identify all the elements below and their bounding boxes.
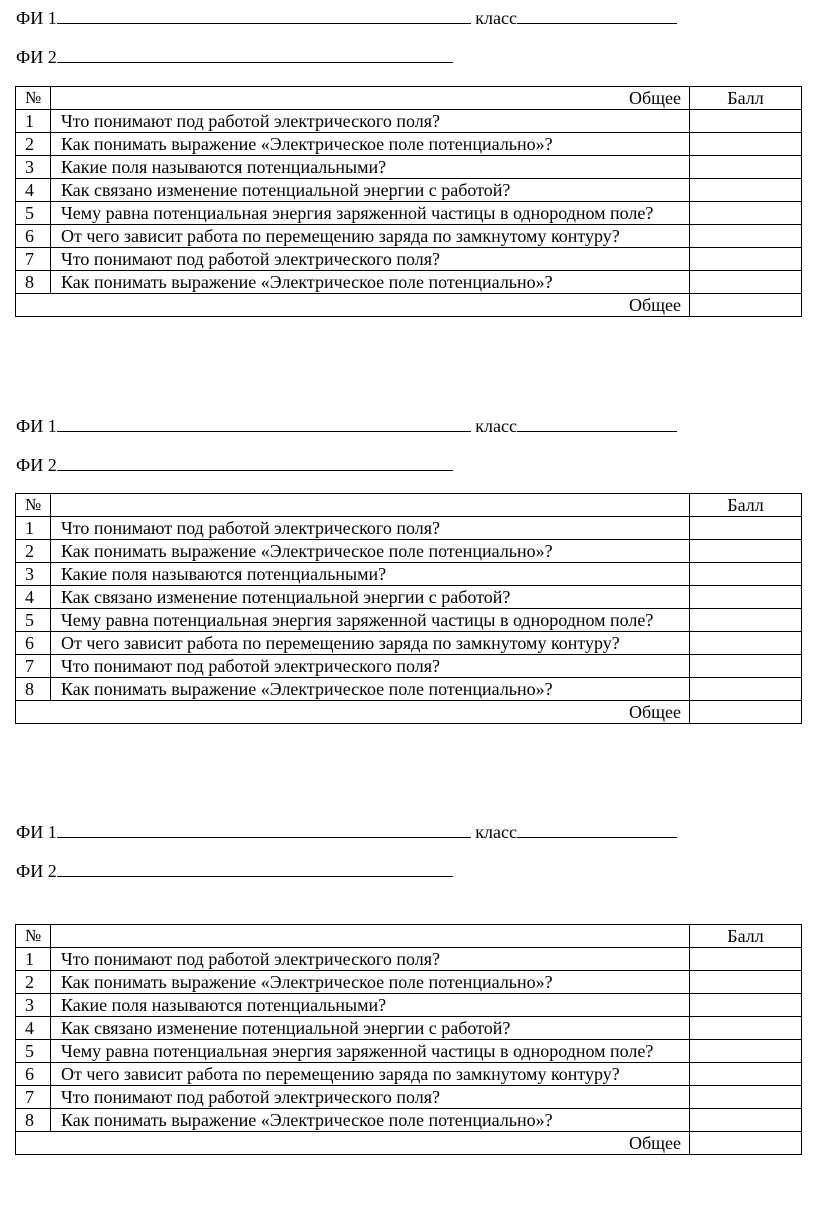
fi2-label: ФИ 2 — [16, 47, 57, 67]
questions-table — [15, 493, 802, 724]
row-number: 5 — [16, 609, 51, 632]
num-header: № — [16, 494, 51, 517]
fi2-label: ФИ 2 — [16, 861, 57, 881]
row-number: 7 — [16, 248, 51, 271]
total-score-cell[interactable] — [690, 701, 802, 724]
table-row — [16, 1040, 802, 1063]
fi2-name-field[interactable] — [57, 453, 453, 471]
score-cell[interactable] — [690, 678, 802, 701]
question-text: Как связано изменение потенциальной энергии с работой? — [51, 586, 690, 609]
score-cell[interactable] — [690, 586, 802, 609]
class-label: класс — [475, 8, 517, 28]
table-footer-row — [16, 1132, 802, 1155]
table-row — [16, 948, 802, 971]
row-number: 1 — [16, 110, 51, 133]
row-number: 8 — [16, 1109, 51, 1132]
row-number: 5 — [16, 202, 51, 225]
questions-table — [15, 86, 802, 317]
row-number: 2 — [16, 971, 51, 994]
table-row — [16, 517, 802, 540]
question-text: Что понимают под работой электрического поля? — [51, 517, 690, 540]
table-row — [16, 1086, 802, 1109]
question-text: Как понимать выражение «Электрическое поле потенциально»? — [51, 540, 690, 563]
total-score-cell[interactable] — [690, 1132, 802, 1155]
question-text: Что понимают под работой электрического поля? — [51, 948, 690, 971]
table-row — [16, 540, 802, 563]
row-number: 2 — [16, 540, 51, 563]
table-row — [16, 110, 802, 133]
score-header: Балл — [690, 925, 802, 948]
total-label: Общее — [16, 1132, 690, 1155]
table-footer-row — [16, 294, 802, 317]
table-row — [16, 1063, 802, 1086]
row-number: 6 — [16, 1063, 51, 1086]
question-text: Чему равна потенциальная энергия заряженной частицы в однородном поле? — [51, 609, 690, 632]
class-field[interactable] — [517, 6, 677, 24]
table-row — [16, 678, 802, 701]
table-row — [16, 609, 802, 632]
table-header-row — [16, 87, 802, 110]
class-label: класс — [475, 822, 517, 842]
fi1-name-field[interactable] — [57, 820, 471, 838]
score-cell[interactable] — [690, 133, 802, 156]
fi2-name-field[interactable] — [57, 45, 453, 63]
questions-table — [15, 924, 802, 1155]
score-header: Балл — [690, 87, 802, 110]
score-cell[interactable] — [690, 1109, 802, 1132]
question-text: От чего зависит работа по перемещению заряда по замкнутому контуру? — [51, 1063, 690, 1086]
table-row — [16, 1017, 802, 1040]
fi1-line — [16, 6, 677, 28]
middle-header — [51, 925, 690, 948]
question-text: Как связано изменение потенциальной энергии с работой? — [51, 179, 690, 202]
class-field[interactable] — [517, 414, 677, 432]
fi2-line — [16, 45, 453, 67]
table-row — [16, 225, 802, 248]
question-text: Какие поля называются потенциальными? — [51, 994, 690, 1017]
total-label: Общее — [16, 294, 690, 317]
fi1-label: ФИ 1 — [16, 8, 57, 28]
score-cell[interactable] — [690, 971, 802, 994]
score-cell[interactable] — [690, 202, 802, 225]
row-number: 4 — [16, 179, 51, 202]
row-number: 4 — [16, 1017, 51, 1040]
question-text: Чему равна потенциальная энергия заряженной частицы в однородном поле? — [51, 202, 690, 225]
row-number: 5 — [16, 1040, 51, 1063]
row-number: 8 — [16, 271, 51, 294]
row-number: 3 — [16, 994, 51, 1017]
question-text: От чего зависит работа по перемещению заряда по замкнутому контуру? — [51, 632, 690, 655]
total-score-cell[interactable] — [690, 294, 802, 317]
fi1-name-field[interactable] — [57, 414, 471, 432]
score-cell[interactable] — [690, 563, 802, 586]
score-cell[interactable] — [690, 1040, 802, 1063]
score-cell[interactable] — [690, 948, 802, 971]
question-text: Как понимать выражение «Электрическое поле потенциально»? — [51, 133, 690, 156]
fi2-label: ФИ 2 — [16, 455, 57, 475]
row-number: 3 — [16, 563, 51, 586]
question-text: Какие поля называются потенциальными? — [51, 156, 690, 179]
fi1-label: ФИ 1 — [16, 416, 57, 436]
fi2-name-field[interactable] — [57, 859, 453, 877]
table-header-row — [16, 494, 802, 517]
score-cell[interactable] — [690, 994, 802, 1017]
row-number: 1 — [16, 948, 51, 971]
question-text: Что понимают под работой электрического поля? — [51, 1086, 690, 1109]
num-header: № — [16, 925, 51, 948]
class-field[interactable] — [517, 820, 677, 838]
score-cell[interactable] — [690, 225, 802, 248]
row-number: 7 — [16, 655, 51, 678]
fi1-label: ФИ 1 — [16, 822, 57, 842]
table-row — [16, 994, 802, 1017]
table-header-row — [16, 925, 802, 948]
score-cell[interactable] — [690, 248, 802, 271]
score-cell[interactable] — [690, 609, 802, 632]
total-label: Общее — [16, 701, 690, 724]
score-cell[interactable] — [690, 271, 802, 294]
middle-header — [51, 494, 690, 517]
score-header: Балл — [690, 494, 802, 517]
question-text: Как понимать выражение «Электрическое поле потенциально»? — [51, 971, 690, 994]
row-number: 2 — [16, 133, 51, 156]
table-row — [16, 971, 802, 994]
table-row — [16, 563, 802, 586]
score-cell[interactable] — [690, 655, 802, 678]
score-cell[interactable] — [690, 110, 802, 133]
score-cell[interactable] — [690, 1063, 802, 1086]
table-row — [16, 156, 802, 179]
question-text: Что понимают под работой электрического поля? — [51, 248, 690, 271]
row-number: 6 — [16, 225, 51, 248]
row-number: 6 — [16, 632, 51, 655]
fi2-line — [16, 859, 453, 881]
question-text: Какие поля называются потенциальными? — [51, 563, 690, 586]
score-cell[interactable] — [690, 1086, 802, 1109]
score-cell[interactable] — [690, 1017, 802, 1040]
class-label: класс — [475, 416, 517, 436]
table-row — [16, 655, 802, 678]
score-cell[interactable] — [690, 156, 802, 179]
score-cell[interactable] — [690, 540, 802, 563]
row-number: 4 — [16, 586, 51, 609]
fi1-line — [16, 820, 677, 842]
middle-header: Общее — [51, 87, 690, 110]
question-text: Как понимать выражение «Электрическое поле потенциально»? — [51, 1109, 690, 1132]
table-row — [16, 248, 802, 271]
table-row — [16, 1109, 802, 1132]
fi1-line — [16, 414, 677, 436]
score-cell[interactable] — [690, 517, 802, 540]
question-text: От чего зависит работа по перемещению заряда по замкнутому контуру? — [51, 225, 690, 248]
question-text: Чему равна потенциальная энергия заряженной частицы в однородном поле? — [51, 1040, 690, 1063]
table-row — [16, 271, 802, 294]
row-number: 1 — [16, 517, 51, 540]
table-row — [16, 179, 802, 202]
question-text: Как связано изменение потенциальной энергии с работой? — [51, 1017, 690, 1040]
question-text: Что понимают под работой электрического поля? — [51, 110, 690, 133]
fi2-line — [16, 453, 453, 475]
question-text: Что понимают под работой электрического поля? — [51, 655, 690, 678]
num-header: № — [16, 87, 51, 110]
score-cell[interactable] — [690, 179, 802, 202]
row-number: 7 — [16, 1086, 51, 1109]
question-text: Как понимать выражение «Электрическое поле потенциально»? — [51, 271, 690, 294]
table-row — [16, 632, 802, 655]
score-cell[interactable] — [690, 632, 802, 655]
table-row — [16, 133, 802, 156]
row-number: 3 — [16, 156, 51, 179]
table-row — [16, 586, 802, 609]
question-text: Как понимать выражение «Электрическое поле потенциально»? — [51, 678, 690, 701]
table-footer-row — [16, 701, 802, 724]
table-row — [16, 202, 802, 225]
fi1-name-field[interactable] — [57, 6, 471, 24]
row-number: 8 — [16, 678, 51, 701]
